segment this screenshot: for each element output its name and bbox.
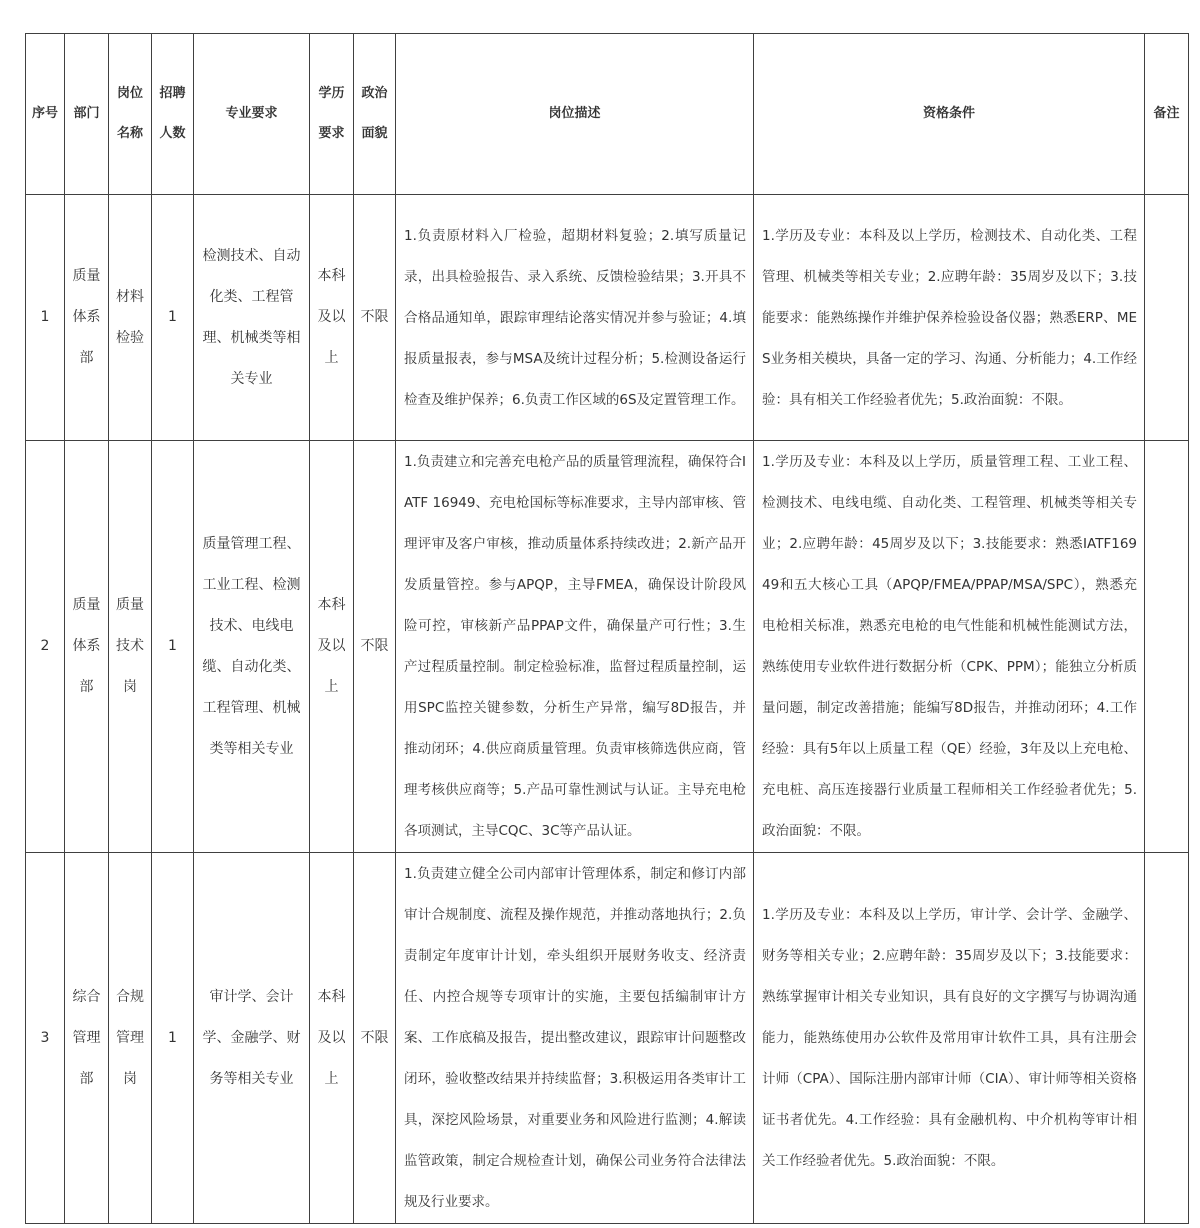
cell-count: 1 <box>152 195 194 441</box>
cell-political: 不限 <box>354 441 396 853</box>
cell-index: 3 <box>26 853 65 1224</box>
cell-major: 审计学、会计学、金融学、财务等相关专业 <box>194 853 310 1224</box>
cell-education: 本科及以上 <box>310 441 354 853</box>
header-count: 招聘人数 <box>152 34 194 195</box>
recruitment-table <box>25 33 1189 1224</box>
header-description: 岗位描述 <box>396 34 754 195</box>
cell-index: 2 <box>26 441 65 853</box>
header-major: 专业要求 <box>194 34 310 195</box>
cell-education: 本科及以上 <box>310 853 354 1224</box>
table-row <box>26 853 1189 1224</box>
cell-qualification: 1.学历及专业：本科及以上学历，检测技术、自动化类、工程管理、机械类等相关专业；2.应聘年龄：35周岁及以下；3.技能要求：能熟练操作并维护保养检验设备仪器；熟悉ERP、MES业务相关模块，具备一定的学习、沟通、分析能力；4.工作经验：具有相关工作经验者优先；5.政治面貌：不限。 <box>754 195 1145 441</box>
cell-major: 质量管理工程、工业工程、检测技术、电线电缆、自动化类、工程管理、机械类等相关专业 <box>194 441 310 853</box>
header-department: 部门 <box>65 34 109 195</box>
table-header-row <box>26 34 1189 195</box>
cell-position: 质量技术岗 <box>109 441 152 853</box>
table-row <box>26 195 1189 441</box>
cell-count: 1 <box>152 441 194 853</box>
cell-count: 1 <box>152 853 194 1224</box>
cell-description: 1.负责原材料入厂检验，超期材料复验；2.填写质量记录，出具检验报告、录入系统、反馈检验结果；3.开具不合格品通知单，跟踪审理结论落实情况并参与验证；4.填报质量报表，参与MSA及统计过程分析；5.检测设备运行检查及维护保养；6.负责工作区域的6S及定置管理工作。 <box>396 195 754 441</box>
cell-description: 1.负责建立和完善充电枪产品的质量管理流程，确保符合IATF 16949、充电枪国标等标准要求，主导内部审核、管理评审及客户审核，推动质量体系持续改进；2.新产品开发质量管控。参与APQP，主导FMEA，确保设计阶段风险可控，审核新产品PPAP文件，确保量产可行性；3.生产过程质量控制。制定检验标准，监督过程质量控制，运用SPC监控关键参数，分析生产异常，编写8D报告，并推动闭环；4.供应商质量管理。负责审核筛选供应商，管理考核供应商等；5.产品可靠性测试与认证。主导充电枪各项测试，主导CQC、3C等产品认证。 <box>396 441 754 853</box>
header-education: 学历要求 <box>310 34 354 195</box>
cell-qualification: 1.学历及专业：本科及以上学历，审计学、会计学、金融学、财务等相关专业；2.应聘年龄：35周岁及以下；3.技能要求：熟练掌握审计相关专业知识，具有良好的文字撰写与协调沟通能力，能熟练使用办公软件及常用审计软件工具，具有注册会计师（CPA）、国际注册内部审计师（CIA）、审计师等相关资格证书者优先。4.工作经验：具有金融机构、中介机构等审计相关工作经验者优先。5.政治面貌：不限。 <box>754 853 1145 1224</box>
cell-remarks <box>1145 853 1189 1224</box>
cell-major: 检测技术、自动化类、工程管理、机械类等相关专业 <box>194 195 310 441</box>
cell-department: 质量体系部 <box>65 195 109 441</box>
header-position: 岗位名称 <box>109 34 152 195</box>
cell-index: 1 <box>26 195 65 441</box>
header-qualification: 资格条件 <box>754 34 1145 195</box>
cell-remarks <box>1145 195 1189 441</box>
cell-remarks <box>1145 441 1189 853</box>
table-row <box>26 441 1189 853</box>
cell-position: 材料检验 <box>109 195 152 441</box>
header-remarks: 备注 <box>1145 34 1189 195</box>
cell-political: 不限 <box>354 195 396 441</box>
cell-education: 本科及以上 <box>310 195 354 441</box>
cell-political: 不限 <box>354 853 396 1224</box>
cell-position: 合规管理岗 <box>109 853 152 1224</box>
cell-department: 综合管理部 <box>65 853 109 1224</box>
cell-qualification: 1.学历及专业：本科及以上学历，质量管理工程、工业工程、检测技术、电线电缆、自动化类、工程管理、机械类等相关专业；2.应聘年龄：45周岁及以下；3.技能要求：熟悉IATF16949和五大核心工具（APQP/FMEA/PPAP/MSA/SPC），熟悉充电枪相关标准，熟悉充电枪的电气性能和机械性能测试方法，熟练使用专业软件进行数据分析（CPK、PPM）；能独立分析质量问题，制定改善措施；能编写8D报告，并推动闭环；4.工作经验：具有5年以上质量工程（QE）经验，3年及以上充电枪、充电桩、高压连接器行业质量工程师相关工作经验者优先；5.政治面貌：不限。 <box>754 441 1145 853</box>
cell-department: 质量体系部 <box>65 441 109 853</box>
header-index: 序号 <box>26 34 65 195</box>
cell-description: 1.负责建立健全公司内部审计管理体系，制定和修订内部审计合规制度、流程及操作规范，并推动落地执行；2.负责制定年度审计计划，牵头组织开展财务收支、经济责任、内控合规等专项审计的实施，主要包括编制审计方案、工作底稿及报告，提出整改建议，跟踪审计问题整改闭环，验收整改结果并持续监督；3.积极运用各类审计工具，深挖风险场景，对重要业务和风险进行监测；4.解读监管政策，制定合规检查计划，确保公司业务符合法律法规及行业要求。 <box>396 853 754 1224</box>
header-political: 政治面貌 <box>354 34 396 195</box>
